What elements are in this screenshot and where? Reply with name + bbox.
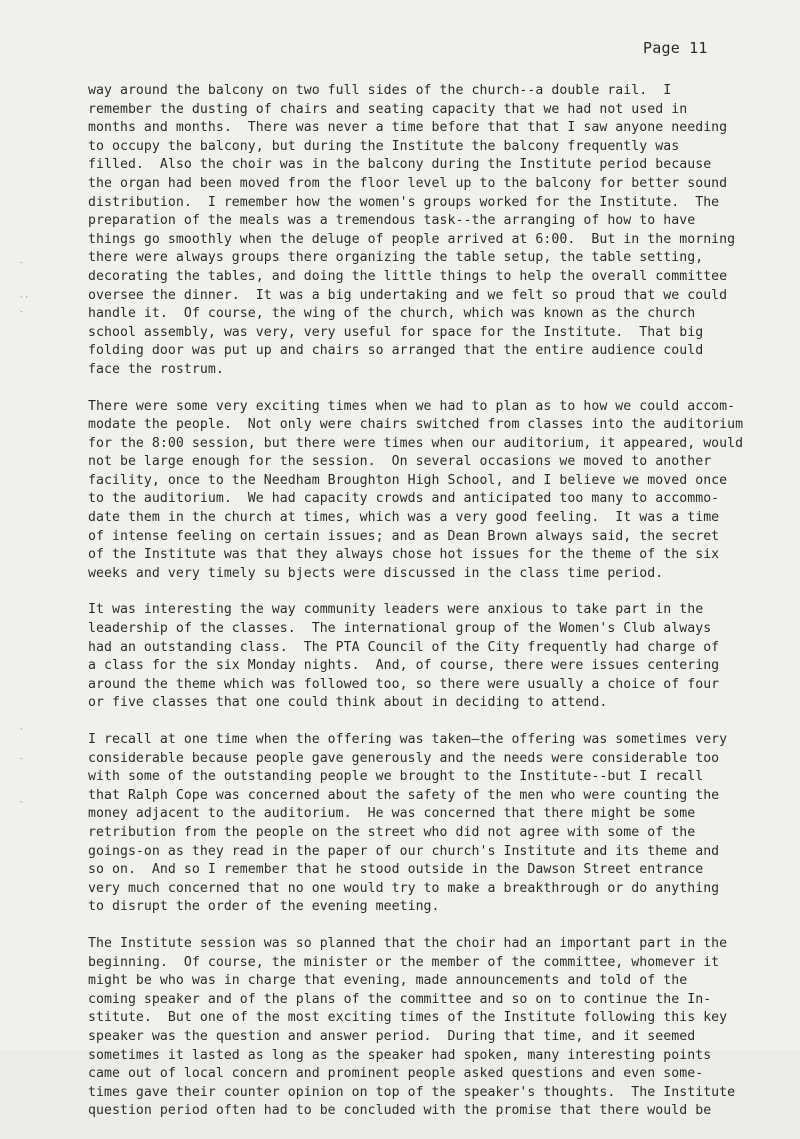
- text-line: remember the dusting of chairs and seating capacity that we had not used in: [88, 101, 688, 117]
- text-line: school assembly, was very, very useful for space for the Institute. That big: [88, 324, 704, 340]
- text-line: The Institute session was so planned that the choir had an important part in the: [88, 935, 728, 951]
- body-text: [88, 82, 768, 1139]
- text-line: so on. And so I remember that he stood outside in the Dawson Street entrance: [88, 862, 704, 878]
- margin-mark: ': [20, 727, 23, 737]
- text-line: handle it. Of course, the wing of the church, which was known as the church: [88, 306, 696, 322]
- text-line: or five classes that one could think about in deciding to attend.: [88, 695, 608, 711]
- text-line: sometimes it lasted as long as the speaker had spoken, many interesting points: [88, 1047, 712, 1063]
- text-line: weeks and very timely su bjects were discussed in the class time period.: [88, 565, 664, 581]
- text-line: goings-on as they read in the paper of our church's Institute and its theme and: [88, 843, 720, 859]
- text-line: for the 8:00 session, but there were times when our auditorium, it appeared, would: [88, 435, 744, 451]
- text-line: the organ had been moved from the floor level up to the balcony for better sound: [88, 175, 728, 191]
- text-line: of intense feeling on certain issues; and as Dean Brown always said, the secret: [88, 528, 720, 544]
- text-line: to occupy the balcony, but during the Institute the balcony frequently was: [88, 138, 680, 154]
- text-line: leadership of the classes. The international group of the Women's Club always: [88, 621, 712, 637]
- text-line: I recall at one time when the offering was taken—the offering was sometimes very: [88, 732, 728, 747]
- text-line: times gave their counter opinion on top of the speaker's thoughts. The Institute: [88, 1084, 736, 1100]
- text-line: things go smoothly when the deluge of people arrived at 6:00. But in the morning: [88, 231, 736, 247]
- text-line: there were always groups there organizing the table setup, the table setting,: [88, 250, 704, 266]
- text-line: to disrupt the order of the evening meeting.: [88, 899, 440, 915]
- paragraph: [88, 731, 768, 917]
- text-line: folding door was put up and chairs so arranged that the entire audience could: [88, 343, 704, 359]
- text-line: very much concerned that no one would try to make a breakthrough or do anything: [88, 880, 720, 896]
- text-line: modate the people. Not only were chairs switched from classes into the auditorium: [88, 417, 744, 433]
- text-line: preparation of the meals was a tremendous task--the arranging of how to have: [88, 213, 696, 229]
- text-line: question period often had to be concluded with the promise that there would be: [88, 1103, 712, 1119]
- margin-mark: -: [20, 307, 24, 317]
- text-line: might be who was in charge that evening, made announcements and told of the: [88, 973, 688, 989]
- text-line: to the auditorium. We had capacity crowds and anticipated too many to accommo-: [88, 491, 720, 507]
- text-line: a class for the six Monday nights. And, of course, there were issues centering: [88, 658, 720, 674]
- text-line: coming speaker and of the plans of the committee and so on to continue the In-: [88, 991, 712, 1007]
- text-line: beginning. Of course, the minister or the member of the committee, whomever it: [88, 954, 720, 970]
- text-line: stitute. But one of the most exciting times of the Institute following this key: [88, 1010, 728, 1026]
- paragraph: [88, 601, 768, 713]
- margin-mark: ' ': [20, 295, 28, 305]
- text-line: around the theme which was followed too, so there were usually a choice of four: [88, 676, 720, 692]
- text-line: had an outstanding class. The PTA Council of the City frequently had charge of: [88, 639, 720, 655]
- paragraph: [88, 82, 768, 380]
- text-line: It was interesting the way community leaders were anxious to take part in the: [88, 602, 704, 618]
- paragraph: [88, 398, 768, 584]
- paragraph: [88, 935, 768, 1121]
- text-line: filled. Also the choir was in the balcony during the Institute period because: [88, 157, 712, 173]
- margin-mark: -: [20, 754, 24, 764]
- text-line: oversee the dinner. It was a big undertaking and we felt so proud that we could: [88, 287, 728, 303]
- page-number: Page 11: [643, 39, 708, 57]
- text-line: retribution from the people on the street who did not agree with some of the: [88, 824, 696, 840]
- text-line: came out of local concern and prominent people asked questions and even some-: [88, 1066, 704, 1082]
- text-line: considerable because people gave generously and the needs were considerable too: [88, 750, 720, 766]
- text-line: speaker was the question and answer period. During that time, and it seemed: [88, 1028, 696, 1044]
- text-line: money adjacent to the auditorium. He was concerned that there might be some: [88, 806, 696, 822]
- margin-mark: -: [20, 797, 24, 807]
- text-line: with some of the outstanding people we brought to the Institute--but I recall: [88, 769, 704, 785]
- margin-mark: -: [20, 258, 24, 268]
- text-line: date them in the church at times, which was a very good feeling. It was a time: [88, 510, 720, 526]
- text-line: facility, once to the Needham Broughton High School, and I believe we moved once: [88, 472, 728, 488]
- text-line: way around the balcony on two full sides of the church--a double rail. I: [88, 83, 672, 98]
- text-line: decorating the tables, and doing the little things to help the overall committee: [88, 268, 728, 284]
- text-line: months and months. There was never a time before that that I saw anyone needing: [88, 120, 728, 136]
- text-line: distribution. I remember how the women's groups worked for the Institute. The: [88, 194, 720, 210]
- text-line: face the rostrum.: [88, 361, 224, 377]
- text-line: of the Institute was that they always chose hot issues for the theme of the six: [88, 547, 720, 563]
- text-line: that Ralph Cope was concerned about the safety of the men who were counting the: [88, 787, 720, 803]
- text-line: not be large enough for the session. On several occasions we moved to another: [88, 454, 712, 470]
- text-line: There were some very exciting times when we had to plan as to how we could accom-: [88, 398, 736, 414]
